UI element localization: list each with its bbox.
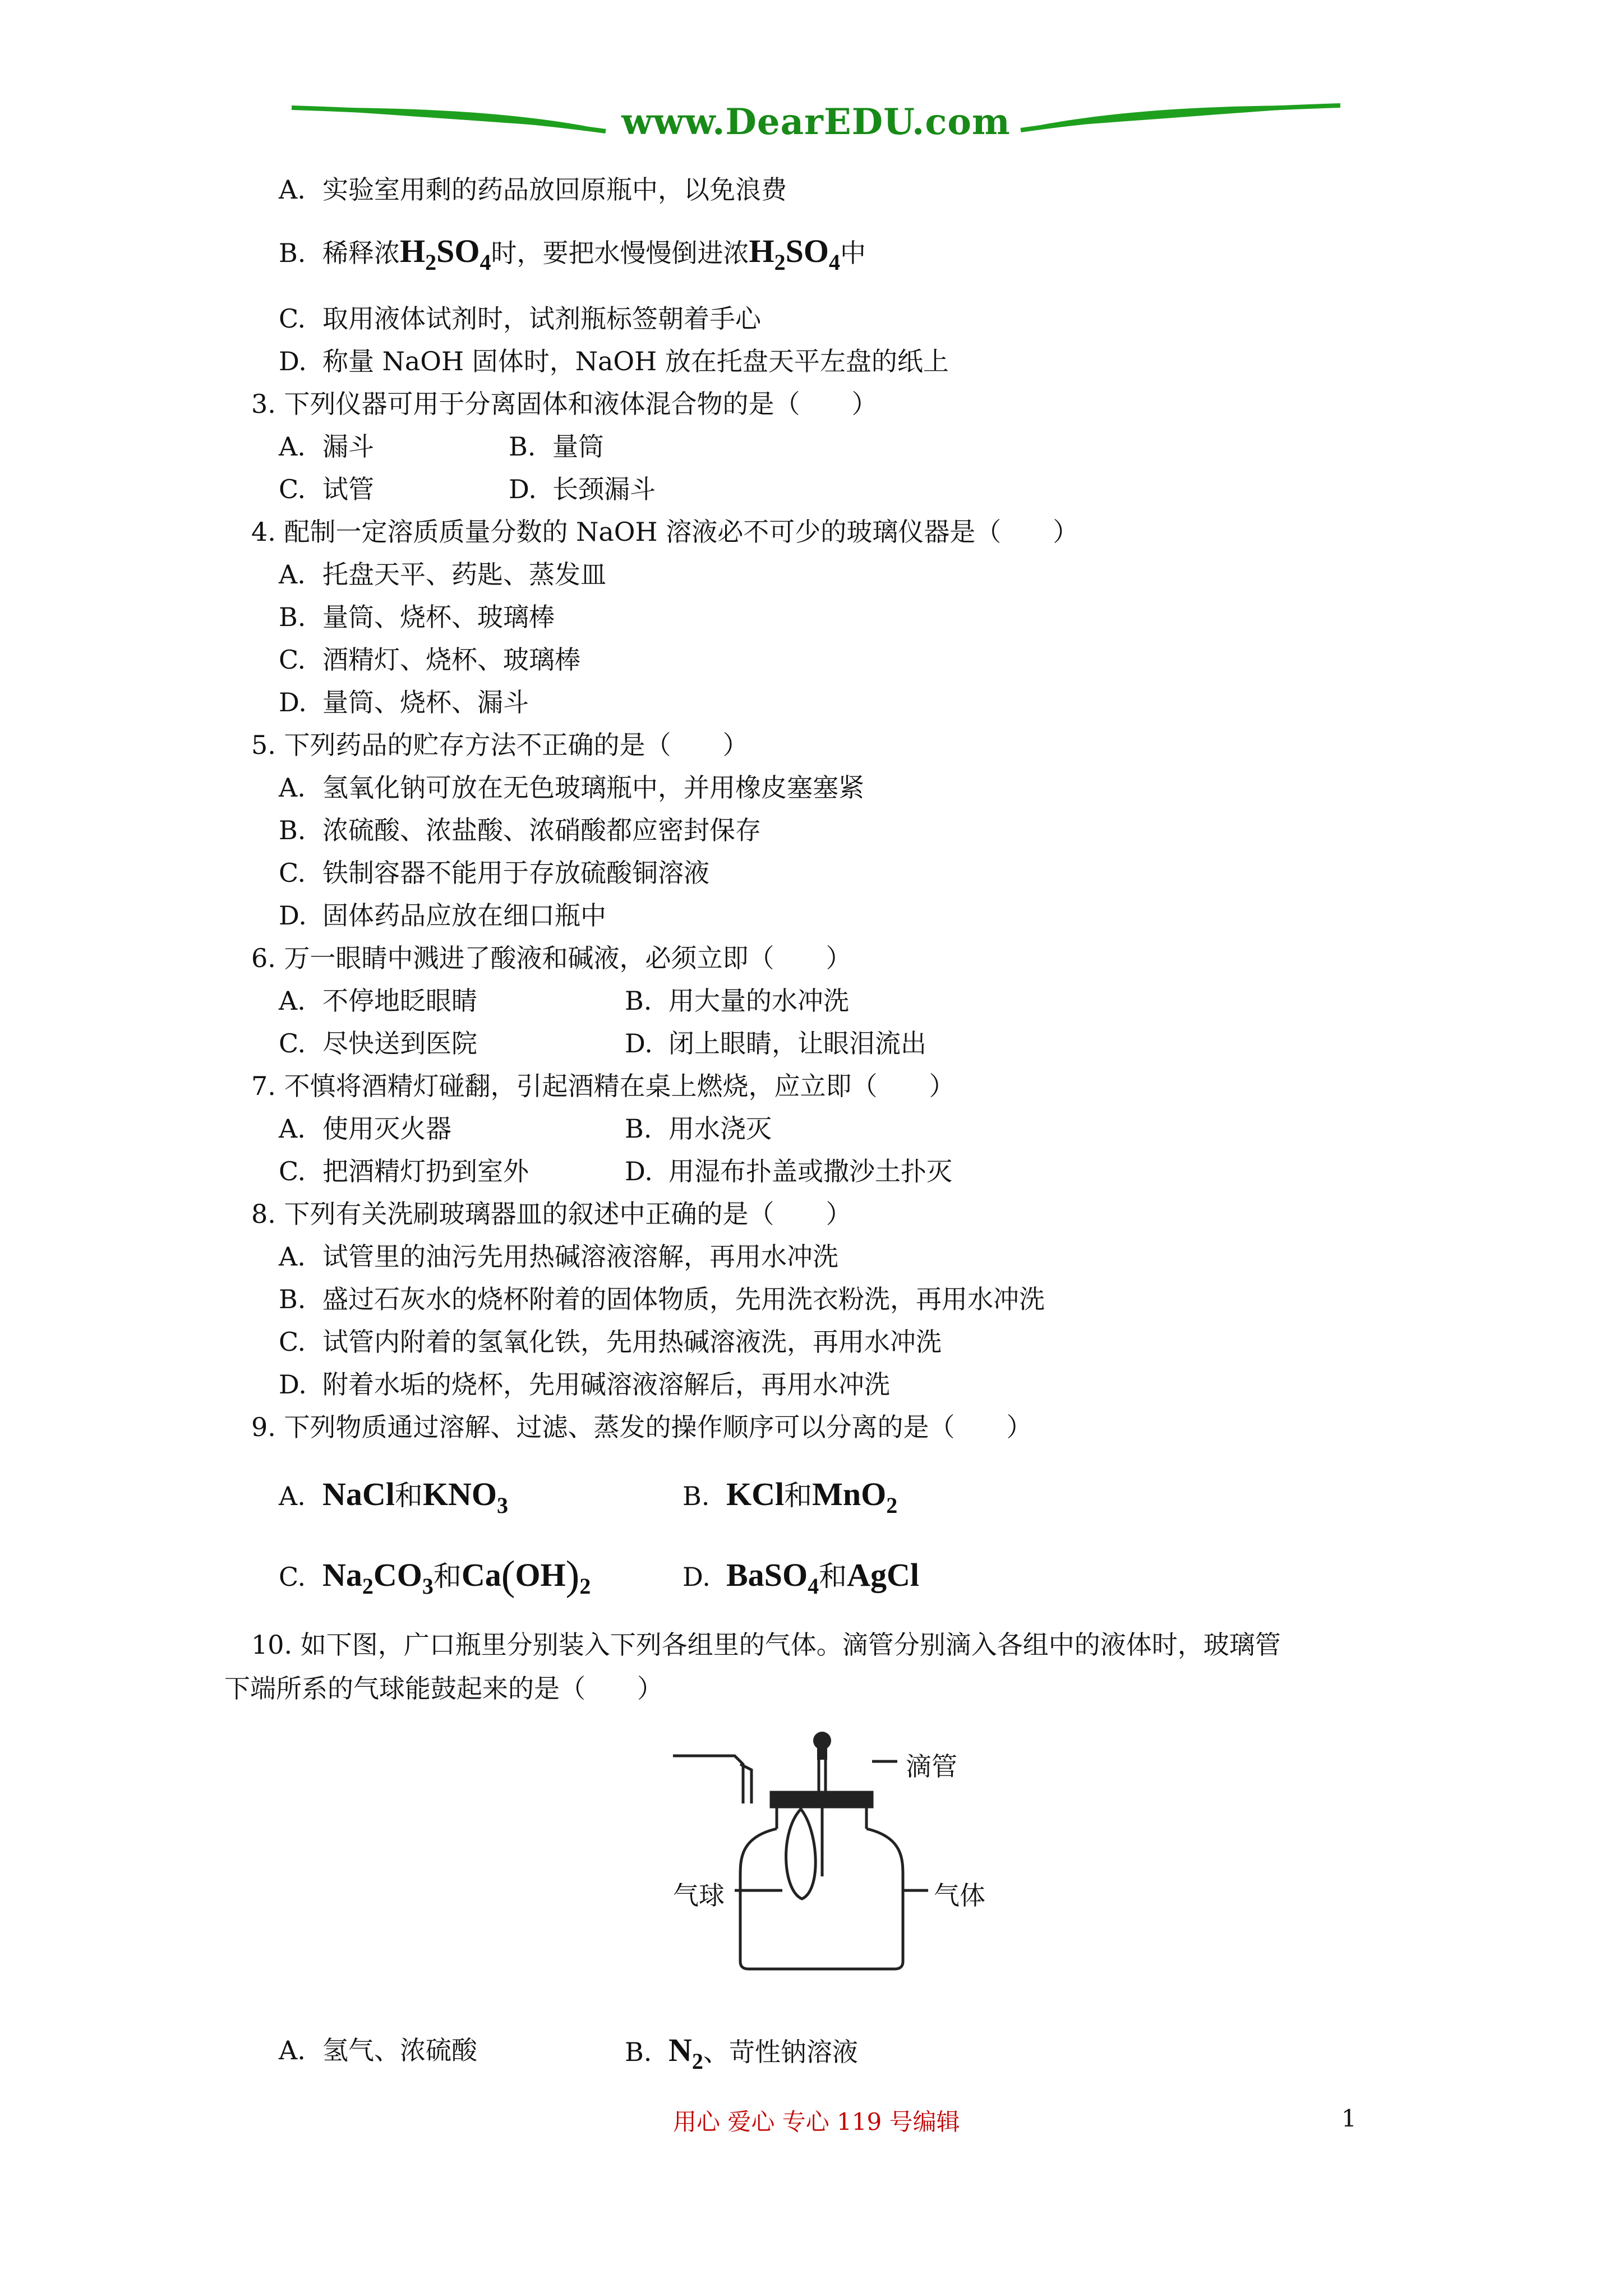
option-text: 漏斗 [322,431,374,462]
q5-option-c: C. 铁制容器不能用于存放硫酸铜溶液 [279,858,709,888]
header-banner [292,95,1340,151]
q5-stem: 5. 下列药品的贮存方法不正确的是（ ） [251,730,749,760]
q4-stem: 4. 配制一定溶质质量分数的 NaOH 溶液必不可少的玻璃仪器是（ ） [251,517,1079,547]
q8-option-b: B. 盛过石灰水的烧杯附着的固体物质，先用洗衣粉洗，再用水冲洗 [279,1284,1045,1314]
q8-stem: 8. 下列有关洗刷玻璃器皿的叙述中正确的是（ ） [251,1199,852,1229]
q3-option-d: D. 长颈漏斗 [509,474,656,504]
option-label: C. [279,474,306,504]
label-dropper: 滴管 [906,1751,957,1782]
q8-option-a: A. 试管里的油污先用热碱溶液溶解，再用水冲洗 [279,1241,838,1272]
q3-options-row1 [279,430,604,463]
option-text-part2: 时，要把水慢慢倒进浓 [491,238,749,268]
chem-formula-kcl: KCl [726,1476,785,1512]
q3-stem: 3. 下列仪器可用于分离固体和液体混合物的是（ ） [251,389,878,419]
q5-option-a: A. 氢氧化钠可放在无色玻璃瓶中，并用橡皮塞塞紧 [279,772,864,803]
option-label: D. [279,346,307,376]
page-number: 1 [1341,2105,1357,2132]
q9-option-b: B. KCl和MnO$_2$ [683,1476,898,1518]
chem-formula-kno3: $KNO_3$ [422,1476,509,1518]
q4-option-b: B. 量筒、烧杯、玻璃棒 [279,602,555,632]
q10-option-a: A. 氢气、浓硫酸 [279,2035,477,2065]
q5-option-d: D. 固体药品应放在细口瓶中 [279,900,606,931]
chem-formula-h2so4: $H_2SO_4$ [400,233,491,275]
option-text: 试管 [322,474,374,504]
option-text-part3: 中 [840,238,866,268]
q7-option-b: B. 用水浇灭 [625,1114,772,1144]
q8-option-c: C. 试管内附着的氢氧化铁，先用热碱溶液洗，再用水冲洗 [279,1327,942,1357]
q9-option-d: D. BaSO$_4$和AgCl [683,1557,919,1599]
chem-formula-na2co3: $Na_2CO_3$ [322,1557,434,1599]
q10-stem-line1: 10. 如下图，广口瓶里分别装入下列各组里的气体。滴管分别滴入各组中的液体时，玻璃管 [251,1630,1281,1660]
chem-formula-n2: $N_2$ [668,2032,703,2074]
option-label: A. [279,431,306,462]
q3-options-row2 [279,472,656,506]
q2-option-a [279,173,787,206]
q8-option-d: D. 附着水垢的烧杯，先用碱溶液溶解后，再用水冲洗 [279,1369,890,1400]
option-text: 称量 NaOH 固体时，NaOH 放在托盘天平左盘的纸上 [322,346,949,376]
option-label: C. [279,303,306,334]
chem-formula-agcl: AgCl [847,1557,919,1593]
option-label: B. [279,238,306,268]
site-logo-text[interactable]: www.DearEDU.com [621,101,1011,143]
label-balloon: 气球 [673,1880,725,1911]
q4-option-a: A. 托盘天平、药匙、蒸发皿 [279,559,606,590]
bottle-diagram [651,1731,1032,1977]
q9-stem: 9. 下列物质通过溶解、过滤、蒸发的操作顺序可以分离的是（ ） [251,1412,1032,1442]
bottle-apparatus-figure [651,1731,1032,1977]
option-text: 取用液体试剂时，试剂瓶标签朝着手心 [322,303,761,334]
option-text: 实验室用剩的药品放回原瓶中，以免浪费 [322,174,787,205]
q3-option-b: B. 量筒 [509,431,604,462]
q7-options-row2: C. 把酒精灯扔到室外 D. 用湿布扑盖或撒沙土扑灭 [279,1154,529,1188]
q6-options-row1: A. 不停地眨眼睛 B. 用大量的水冲洗 [279,984,477,1018]
footer-editor-note: 用心 爱心 专心 119 号编辑 [673,2108,960,2136]
chem-formula-mno2: MnO$_2$ [812,1476,898,1518]
label-gas: 气体 [934,1880,985,1911]
chem-formula-baso4: BaSO$_4$ [726,1557,819,1599]
q10-stem-line2: 下端所系的气球能鼓起来的是（ ） [224,1673,663,1704]
q6-stem: 6. 万一眼睛中溅进了酸液和碱液，必须立即（ ） [251,943,852,973]
q7-options-row1: A. 使用灭火器 B. 用水浇灭 [279,1112,451,1145]
q7-stem: 7. 不慎将酒精灯碰翻，引起酒精在桌上燃烧，应立即（ ） [251,1071,955,1101]
option-text-part1: 稀释浓 [322,238,400,268]
q7-option-d: D. 用湿布扑盖或撒沙土扑灭 [625,1156,952,1186]
q6-option-d: D. 闭上眼睛，让眼泪流出 [625,1028,926,1059]
q5-option-b: B. 浓硫酸、浓盐酸、浓硝酸都应密封保存 [279,815,761,845]
q9-option-c: C. $Na_2CO_3$和$Ca(OH)_2$ [279,1553,591,1599]
q9-option-a: A. NaCl和$KNO_3$ [279,1476,509,1518]
q10-option-b: B. $N_2$、苛性钠溶液 [625,2032,858,2074]
q2-option-b [279,233,866,275]
option-label: A. [279,174,306,205]
q2-option-d [279,344,949,378]
q6-options-row2: C. 尽快送到医院 D. 闭上眼睛，让眼泪流出 [279,1027,477,1060]
q4-option-c: C. 酒精灯、烧杯、玻璃棒 [279,645,580,675]
chem-formula-nacl: NaCl [322,1476,395,1512]
q4-option-d: D. 量筒、烧杯、漏斗 [279,687,529,717]
q2-option-c [279,302,761,335]
q6-option-b: B. 用大量的水冲洗 [625,986,849,1016]
chem-formula-h2so4: $H_2SO_4$ [749,233,840,275]
chem-formula-caoh2: $Ca(OH)_2$ [461,1553,591,1599]
